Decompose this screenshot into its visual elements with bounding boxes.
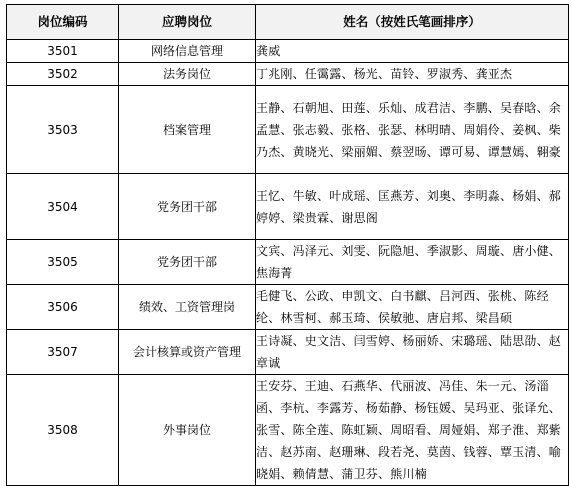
position-code-cell: 3506 xyxy=(7,285,119,330)
applied-position-cell: 外事岗位 xyxy=(119,375,256,486)
table-row xyxy=(7,375,569,486)
table-row xyxy=(7,63,569,86)
applied-position-cell: 档案管理 xyxy=(119,86,256,174)
applied-position-cell: 绩效、工资管理岗 xyxy=(119,285,256,330)
names-cell: 王忆、牛敏、叶成瑶、匡燕芳、刘奥、李明淼、杨娟、郝婷婷、梁贵霖、谢思阁 xyxy=(256,174,569,240)
position-code-cell: 3505 xyxy=(7,240,119,285)
table-row xyxy=(7,40,569,63)
table-header xyxy=(7,5,569,40)
header-position-code: 岗位编码 xyxy=(7,5,119,40)
names-cell: 王静、石朝旭、田莲、乐灿、成君洁、李鹏、吴春晗、余孟慧、张志毅、张格、张瑟、林明晴、周娟伶、姜枫、柴乃杰、黄晓光、梁丽媚、蔡翌旸、谭可易、谭慧嫣、翱豪 xyxy=(256,86,569,174)
table-row xyxy=(7,174,569,240)
recruitment-table xyxy=(6,4,569,486)
applied-position-cell: 会计核算或资产管理 xyxy=(119,330,256,375)
position-code-cell: 3502 xyxy=(7,63,119,86)
header-row xyxy=(7,5,569,40)
position-code-cell: 3504 xyxy=(7,174,119,240)
names-cell: 王诗凝、史文洁、闫雪婷、杨丽娇、宋璐瑶、陆思劭、赵章诚 xyxy=(256,330,569,375)
table-row xyxy=(7,240,569,285)
header-applied-position: 应聘岗位 xyxy=(119,5,256,40)
table-row xyxy=(7,285,569,330)
table-body xyxy=(7,40,569,486)
table-row xyxy=(7,330,569,375)
names-cell: 丁兆刚、任霭露、杨光、苗铃、罗淑秀、龚亚杰 xyxy=(256,63,569,86)
applied-position-cell: 党务团干部 xyxy=(119,174,256,240)
names-cell: 毛健飞、公政、申凯文、白书麒、吕河西、张桃、陈经纶、林雪柯、郝玉琦、侯敏驰、唐启邦、梁昌硕 xyxy=(256,285,569,330)
table-row xyxy=(7,86,569,174)
position-code-cell: 3507 xyxy=(7,330,119,375)
names-cell: 龚威 xyxy=(256,40,569,63)
applied-position-cell: 法务岗位 xyxy=(119,63,256,86)
applied-position-cell: 网络信息管理 xyxy=(119,40,256,63)
position-code-cell: 3501 xyxy=(7,40,119,63)
position-code-cell: 3508 xyxy=(7,375,119,486)
names-cell: 文宾、冯泽元、刘雯、阮隐旭、季淑影、周璇、唐小健、焦海菁 xyxy=(256,240,569,285)
position-code-cell: 3503 xyxy=(7,86,119,174)
header-names: 姓名（按姓氏笔画排序） xyxy=(256,5,569,40)
applied-position-cell: 党务团干部 xyxy=(119,240,256,285)
names-cell: 王安芬、王迪、石燕华、代丽波、冯佳、朱一元、汤淄函、李杭、李露芳、杨茹静、杨钰媛、吴玛亚、张译允、张雪、陈全莲、陈虹颖、周昭看、周娅娟、郑子淮、郑紫洁、赵苏南、赵珊琳、段若尧、莫茵、钱蓉、覃玉清、喻晓娟、赖倩慧、蒲卫芬、熊川楠 xyxy=(256,375,569,486)
